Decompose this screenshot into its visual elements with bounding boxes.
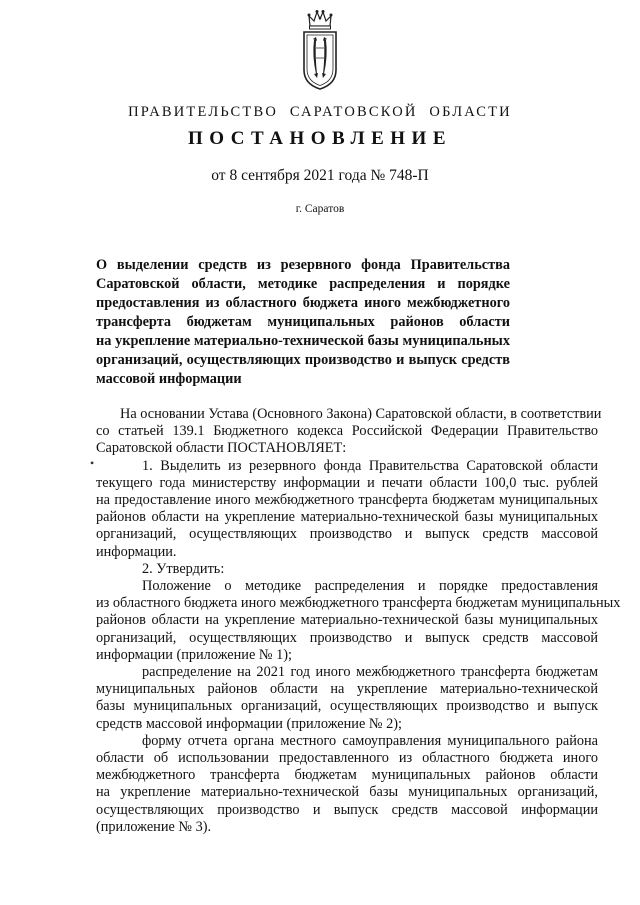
title-line: на укрепление материально-технической базы муниципальных	[96, 333, 510, 349]
body-line: Положение о методике распределения и порядке предоставления	[142, 578, 598, 595]
body-line: муниципальных районов области на укрепление материально-технической	[96, 681, 598, 698]
body-line: На основании Устава (Основного Закона) Саратовской области, в соответствии	[120, 406, 602, 422]
body-line: текущего года министерству информации и печати области 100,0 тыс. рублей	[96, 474, 598, 491]
document-city: г. Саратов	[295, 203, 345, 215]
body-line: области об использовании предоставленного из областного бюджета иного	[96, 750, 598, 767]
title-line: трансферта бюджетам муниципальных районов области	[96, 314, 510, 330]
title-line: предоставления из областного бюджета иного межбюджетного	[96, 295, 510, 311]
clause-2-paragraph	[96, 561, 598, 578]
approve-item-2-paragraph	[96, 664, 598, 733]
clause-1-paragraph	[96, 458, 598, 561]
title-line: О выделении средств из резервного фонда Правительства	[96, 257, 510, 273]
approve-item-1-paragraph	[96, 578, 621, 664]
title-line: массовой информации	[96, 371, 242, 387]
body-line: районов области на укрепление материально-технической базы муниципальных	[96, 509, 598, 526]
body-line: Саратовской области ПОСТАНОВЛЯЕТ:	[96, 440, 347, 457]
body-line: районов области на укрепление материально-технической базы муниципальных	[96, 612, 598, 629]
body-line: форму отчета органа местного самоуправления муниципального района	[142, 732, 598, 749]
organization-name: ПРАВИТЕЛЬСТВО САРАТОВСКОЙ ОБЛАСТИ	[128, 104, 512, 120]
body-line: 2. Утвердить:	[142, 560, 225, 577]
approve-item-3-paragraph	[96, 733, 598, 836]
body-line: из областного бюджета иного межбюджетного трансферта бюджетам муниципальных	[96, 595, 621, 612]
body-line: средств массовой информации (приложение № 2);	[96, 715, 402, 732]
body-line: осуществляющих производство и выпуск средств массовой информации	[96, 801, 598, 818]
body-line: организаций, осуществляющих производство и выпуск средств массовой	[96, 526, 598, 543]
document-date-number: от 8 сентября 2021 года № 748-П	[211, 167, 429, 184]
body-line: со статьей 139.1 Бюджетного кодекса Российской Федерации Правительство	[96, 423, 598, 440]
body-line: информации (приложение № 1);	[96, 646, 292, 663]
title-line: Саратовской области, методике распределения и порядке	[96, 276, 510, 292]
body-line: 1. Выделить из резервного фонда Правительства Саратовской области	[142, 457, 598, 474]
body-line: межбюджетного трансферта бюджетам муниципальных районов области	[96, 767, 598, 784]
document-type: ПОСТАНОВЛЕНИЕ	[187, 128, 453, 149]
preamble-paragraph	[96, 406, 602, 458]
body-line: распределение на 2021 год иного межбюджетного трансферта бюджетам	[142, 664, 598, 681]
body-line: на предоставление иного межбюджетного трансферта бюджетам муниципальных	[96, 492, 598, 509]
document-body	[96, 406, 621, 836]
body-line: информации.	[96, 543, 177, 560]
body-line: (приложение № 3).	[96, 818, 212, 835]
title-line: организаций, осуществляющих производство и выпуск средств	[96, 352, 510, 368]
document-title	[96, 256, 510, 389]
body-line: базы муниципальных организаций, осуществляющих производство и выпуск	[96, 698, 598, 715]
body-line: на укрепление материально-технической базы муниципальных организаций,	[96, 784, 598, 801]
body-line: организаций, осуществляющих производство и выпуск средств массовой	[96, 629, 598, 646]
scan-mark: •	[90, 456, 95, 470]
saratov-coat-of-arms-icon	[301, 8, 339, 92]
